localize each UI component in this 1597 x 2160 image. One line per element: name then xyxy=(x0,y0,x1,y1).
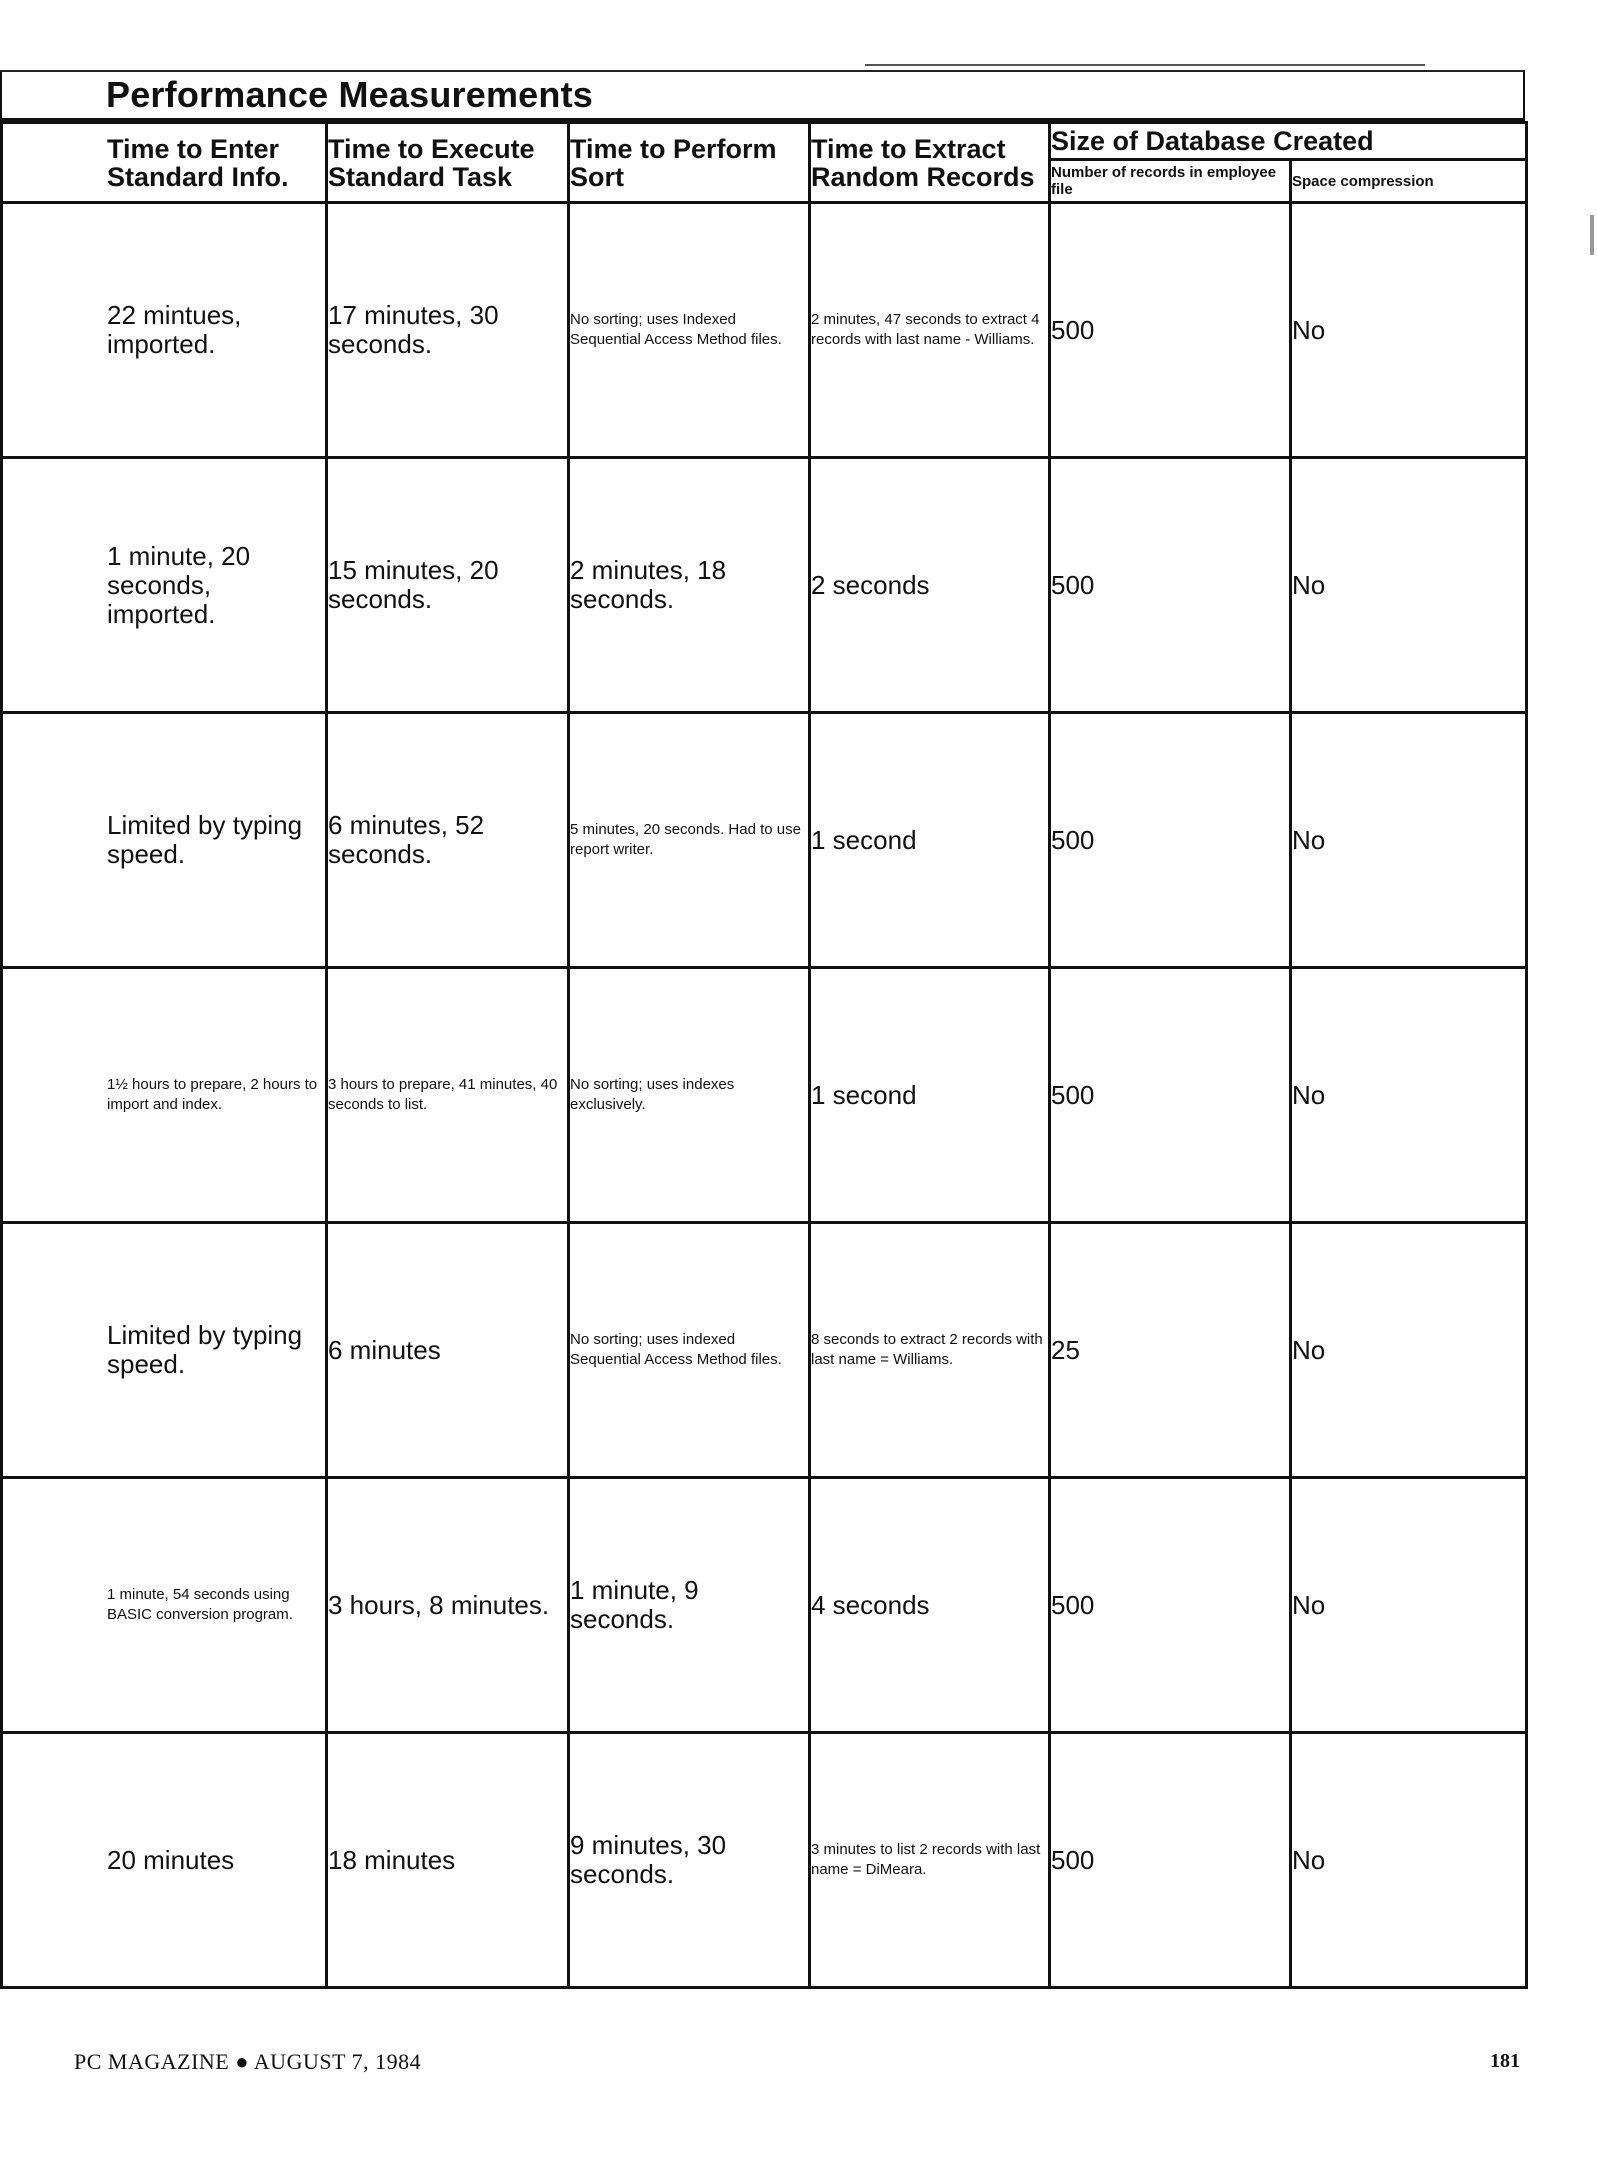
cell-enter xyxy=(2,1733,327,1988)
top-rule-secondary xyxy=(865,64,1425,66)
cell-enter-text: 20 minutes xyxy=(107,1844,235,1875)
cell-enter xyxy=(2,713,327,968)
header-row xyxy=(2,123,1527,160)
cell-extract-text: 8 seconds to extract 2 records with last name = Williams. xyxy=(811,1331,1043,1368)
cell-sort-text: 2 minutes, 18 seconds. xyxy=(570,555,727,614)
cell-sort-text: No sorting; uses Indexed Sequential Access Method files. xyxy=(570,311,782,348)
cell-enter xyxy=(2,203,327,458)
cell-compression xyxy=(1291,713,1527,968)
header-size: Size of Database Created xyxy=(1050,123,1527,160)
cell-sort-text: No sorting; uses indexed Sequential Access Method files. xyxy=(570,1331,782,1368)
cell-extract xyxy=(810,713,1050,968)
header-records: Number of records in employee file xyxy=(1050,160,1291,203)
cell-records xyxy=(1050,1223,1291,1478)
cell-sort-text: No sorting; uses indexes exclusively. xyxy=(570,1076,735,1113)
cell-sort-text: 5 minutes, 20 seconds. Had to use report writer. xyxy=(570,821,801,858)
cell-compression-text: No xyxy=(1292,1589,1326,1620)
table-row xyxy=(2,1733,1527,1988)
cell-compression-text: No xyxy=(1292,314,1326,345)
cell-execute xyxy=(327,1478,569,1733)
table-row xyxy=(2,1223,1527,1478)
cell-extract xyxy=(810,968,1050,1223)
cell-extract-text: 3 minutes to list 2 records with last name = DiMeara. xyxy=(811,1841,1041,1878)
cell-enter-text: Limited by typing speed. xyxy=(107,1320,303,1379)
cell-enter-text: Limited by typing speed. xyxy=(107,810,303,869)
header-execute: Time to Execute Standard Task xyxy=(327,123,569,203)
cell-enter xyxy=(2,968,327,1223)
cell-records xyxy=(1050,713,1291,968)
table-row xyxy=(2,1478,1527,1733)
cell-compression xyxy=(1291,203,1527,458)
cell-enter-text: 1 minute, 54 seconds using BASIC conversion program. xyxy=(107,1586,293,1623)
table-row xyxy=(2,968,1527,1223)
cell-compression xyxy=(1291,458,1527,713)
scan-mark xyxy=(1590,215,1594,255)
cell-sort xyxy=(569,1223,810,1478)
cell-records xyxy=(1050,458,1291,713)
cell-records-text: 500 xyxy=(1051,1844,1095,1875)
cell-extract-text: 1 second xyxy=(811,824,917,855)
cell-execute-text: 6 minutes, 52 seconds. xyxy=(328,810,485,869)
cell-execute-text: 15 minutes, 20 seconds. xyxy=(328,555,499,614)
table-title: Performance Measurements xyxy=(106,74,594,115)
cell-compression xyxy=(1291,1478,1527,1733)
cell-records xyxy=(1050,1733,1291,1988)
cell-records-text: 500 xyxy=(1051,314,1095,345)
cell-extract-text: 2 seconds xyxy=(811,569,930,600)
cell-extract xyxy=(810,1223,1050,1478)
cell-records-text: 500 xyxy=(1051,1589,1095,1620)
cell-extract-text: 1 second xyxy=(811,1079,917,1110)
header-sort: Time to Perform Sort xyxy=(569,123,810,203)
table-body xyxy=(2,203,1527,1988)
cell-enter xyxy=(2,458,327,713)
cell-sort xyxy=(569,458,810,713)
table-row xyxy=(2,203,1527,458)
cell-execute-text: 17 minutes, 30 seconds. xyxy=(328,300,499,359)
cell-extract-text: 2 minutes, 47 seconds to extract 4 records with last name - Williams. xyxy=(811,311,1040,348)
cell-sort xyxy=(569,203,810,458)
cell-execute-text: 6 minutes xyxy=(328,1334,441,1365)
performance-table-sheet xyxy=(0,72,1525,1989)
cell-execute xyxy=(327,458,569,713)
header-extract: Time to Extract Random Records xyxy=(810,123,1050,203)
cell-records xyxy=(1050,968,1291,1223)
footer-publication: PC MAGAZINE ● AUGUST 7, 1984 xyxy=(74,2049,422,2074)
cell-compression xyxy=(1291,968,1527,1223)
cell-execute xyxy=(327,713,569,968)
cell-sort xyxy=(569,1733,810,1988)
cell-execute xyxy=(327,203,569,458)
cell-execute xyxy=(327,968,569,1223)
page-number: 181 xyxy=(1490,2050,1520,2072)
cell-compression xyxy=(1291,1733,1527,1988)
cell-enter-text: 1½ hours to prepare, 2 hours to import and index. xyxy=(107,1076,318,1113)
cell-records-text: 500 xyxy=(1051,1079,1095,1110)
cell-records xyxy=(1050,203,1291,458)
cell-execute-text: 3 hours, 8 minutes. xyxy=(328,1589,550,1620)
cell-records xyxy=(1050,1478,1291,1733)
cell-compression-text: No xyxy=(1292,1079,1326,1110)
header-compression: Space compression xyxy=(1291,160,1527,203)
cell-execute-text: 18 minutes xyxy=(328,1844,456,1875)
cell-extract xyxy=(810,1733,1050,1988)
cell-enter xyxy=(2,1478,327,1733)
cell-records-text: 500 xyxy=(1051,569,1095,600)
table-row xyxy=(2,713,1527,968)
cell-records-text: 500 xyxy=(1051,824,1095,855)
cell-extract xyxy=(810,203,1050,458)
cell-sort xyxy=(569,968,810,1223)
cell-sort-text: 1 minute, 9 seconds. xyxy=(570,1575,699,1634)
cell-compression-text: No xyxy=(1292,824,1326,855)
performance-table xyxy=(0,121,1528,1989)
cell-execute xyxy=(327,1223,569,1478)
cell-sort xyxy=(569,713,810,968)
title-row xyxy=(0,72,1525,121)
cell-enter-text: 1 minute, 20 seconds, imported. xyxy=(107,540,251,629)
cell-records-text: 25 xyxy=(1051,1334,1080,1365)
cell-compression-text: No xyxy=(1292,569,1326,600)
cell-compression-text: No xyxy=(1292,1844,1326,1875)
table-row xyxy=(2,458,1527,713)
cell-extract-text: 4 seconds xyxy=(811,1589,930,1620)
cell-execute xyxy=(327,1733,569,1988)
cell-enter xyxy=(2,1223,327,1478)
cell-compression xyxy=(1291,1223,1527,1478)
cell-extract xyxy=(810,458,1050,713)
header-enter: Time to Enter Standard Info. xyxy=(2,123,327,203)
cell-compression-text: No xyxy=(1292,1334,1326,1365)
cell-execute-text: 3 hours to prepare, 41 minutes, 40 seconds to list. xyxy=(328,1076,558,1113)
cell-extract xyxy=(810,1478,1050,1733)
cell-sort-text: 9 minutes, 30 seconds. xyxy=(570,1830,727,1889)
cell-enter-text: 22 mintues, imported. xyxy=(107,300,242,359)
cell-sort xyxy=(569,1478,810,1733)
